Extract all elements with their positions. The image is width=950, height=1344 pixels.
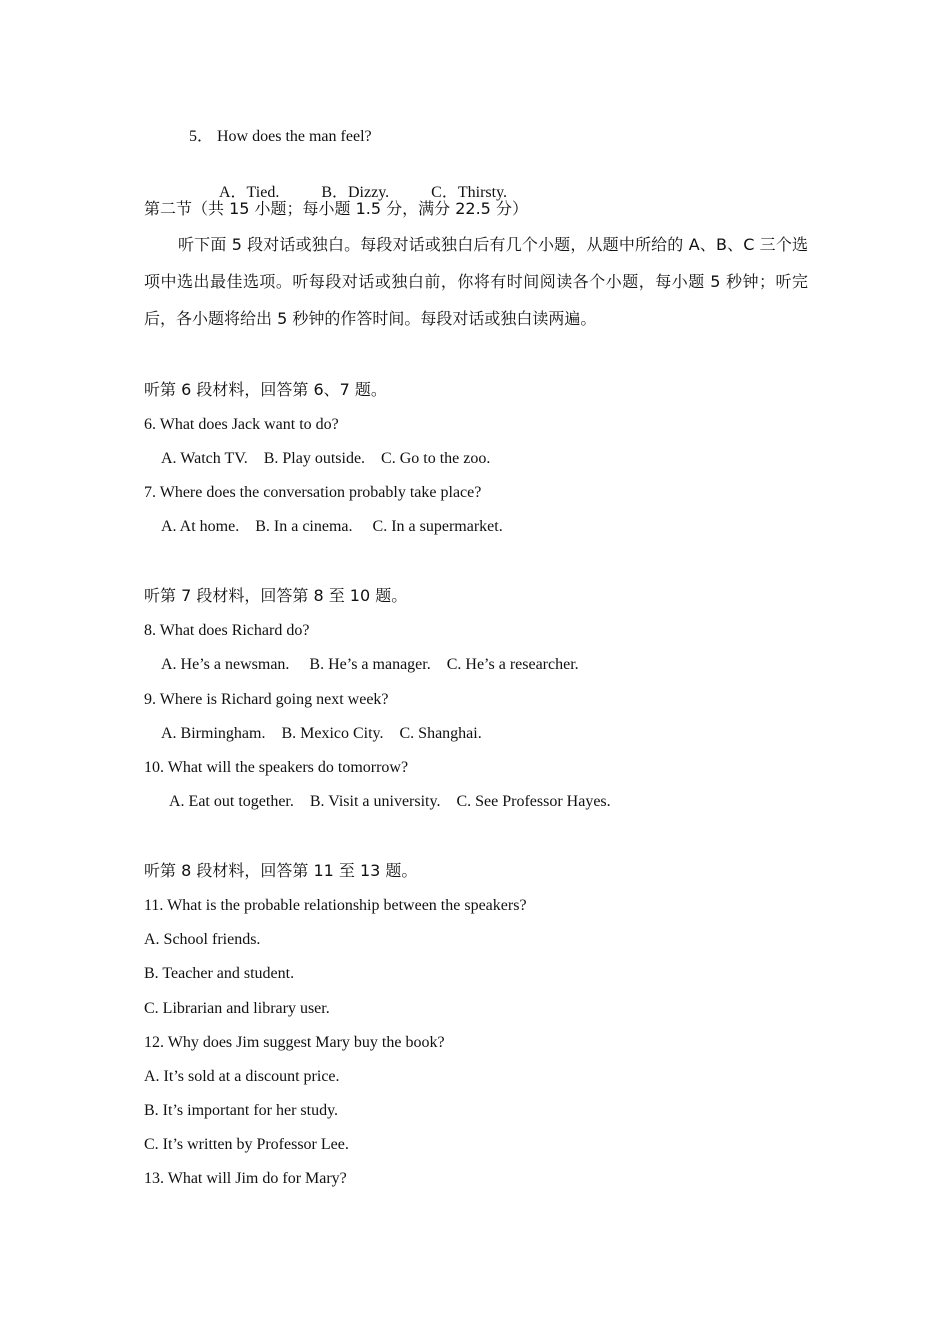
section-instructions: 听下面 5 段对话或独白。每段对话或独白后有几个小题，从题中所给的 A、B、C 三个选项中选出最佳选项。听每段对话或独白前，你将有时间阅读各个小题，每小题 5 秒钟；听完后，各小题将给出 5 秒钟的作答时间。每段对话或独白读两遍。 bbox=[144, 235, 808, 328]
question-7-options: A. At home. B. In a cinema. C. In a supermarket. bbox=[161, 518, 503, 535]
option-c: C．Thirsty. bbox=[431, 184, 508, 201]
material-heading-7: 听第 7 段材料，回答第 8 至 10 题。 bbox=[144, 586, 408, 605]
question-11-option-a: A. School friends. bbox=[144, 931, 261, 948]
question-13: 13. What will Jim do for Mary? bbox=[144, 1170, 347, 1187]
question-6-options: A. Watch TV. B. Play outside. C. Go to the zoo. bbox=[161, 450, 491, 467]
question-10: 10. What will the speakers do tomorrow? bbox=[144, 759, 409, 776]
question-12-option-c: C. It’s written by Professor Lee. bbox=[144, 1136, 349, 1153]
section-heading: 第二节（共 15 小题；每小题 1.5 分，满分 22.5 分） bbox=[144, 199, 528, 218]
question-11-option-b: B. Teacher and student. bbox=[144, 965, 295, 982]
question-5-options bbox=[211, 163, 507, 203]
question-12-option-b: B. It’s important for her study. bbox=[144, 1102, 339, 1119]
question-10-options: A. Eat out together. B. Visit a university. C. See Professor Hayes. bbox=[169, 793, 611, 810]
question-11: 11. What is the probable relationship between the speakers? bbox=[144, 897, 527, 914]
question-5: 5． How does the man feel? bbox=[189, 128, 372, 145]
question-7: 7. Where does the conversation probably take place? bbox=[144, 484, 482, 501]
material-heading-6: 听第 6 段材料，回答第 6、7 题。 bbox=[144, 380, 387, 399]
option-a: A．Tied. bbox=[219, 184, 280, 201]
question-11-option-c: C. Librarian and library user. bbox=[144, 1000, 330, 1017]
question-9: 9. Where is Richard going next week? bbox=[144, 691, 389, 708]
question-9-options: A. Birmingham. B. Mexico City. C. Shanghai. bbox=[161, 725, 482, 742]
question-6: 6. What does Jack want to do? bbox=[144, 416, 339, 433]
question-12-option-a: A. It’s sold at a discount price. bbox=[144, 1068, 340, 1085]
option-b: B．Dizzy. bbox=[321, 184, 390, 201]
question-8-options: A. He’s a newsman. B. He’s a manager. C. He’s a researcher. bbox=[161, 656, 579, 673]
question-12: 12. Why does Jim suggest Mary buy the book? bbox=[144, 1034, 445, 1051]
material-heading-8: 听第 8 段材料，回答第 11 至 13 题。 bbox=[144, 861, 418, 880]
question-8: 8. What does Richard do? bbox=[144, 622, 310, 639]
